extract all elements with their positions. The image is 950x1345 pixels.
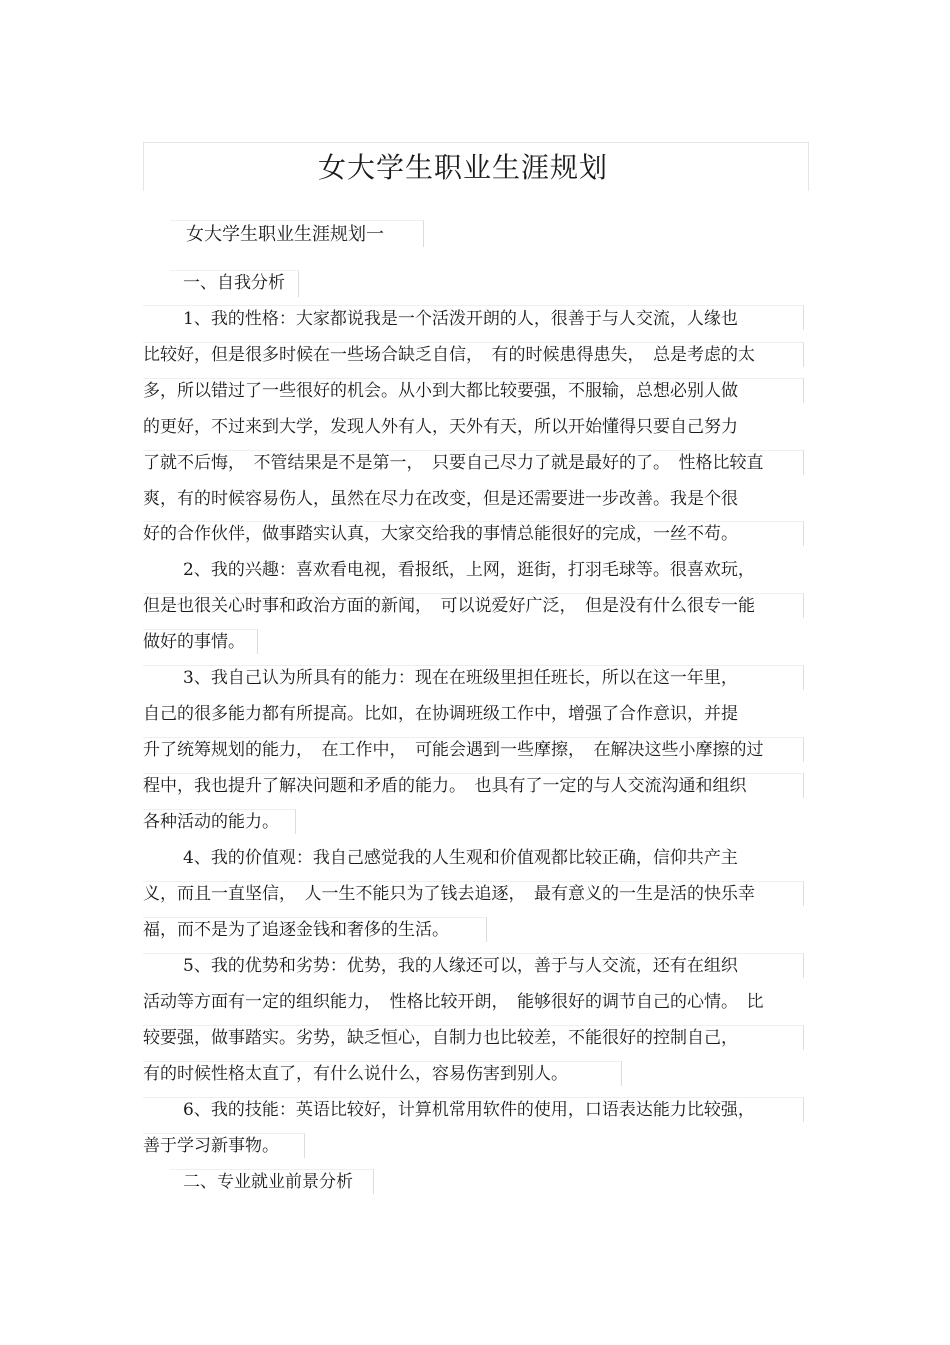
paragraph-line: 5、我的优势和劣势：优势，我的人缘还可以，善于与人交流，还有在组织 xyxy=(183,956,738,976)
line-marker xyxy=(143,1133,305,1158)
paragraph-line: 福，而不是为了追逐金钱和奢侈的生活。 xyxy=(143,920,449,940)
line-marker xyxy=(143,378,804,403)
paragraph-line: 做好的事情。 xyxy=(143,632,245,652)
paragraph-line: 3、我自己认为所具有的能力：现在在班级里担任班长，所以在这一年里， xyxy=(183,668,738,688)
line-marker xyxy=(143,665,804,690)
line-marker xyxy=(143,1061,622,1086)
paragraph-line: 了就不后悔， 不管结果是不是第一， 只要自己尽力了就是最好的了。 性格比较直 xyxy=(143,453,764,473)
document-title: 女大学生职业生涯规划 xyxy=(317,151,608,184)
paragraph-line: 多，所以错过了一些很好的机会。从小到大都比较要强，不服输，总想必别人做 xyxy=(143,381,738,401)
paragraph-line: 义，而且一直坚信， 人一生不能只为了钱去追逐， 最有意义的一生是活的快乐幸 xyxy=(143,884,755,904)
paragraph-line: 善于学习新事物。 xyxy=(143,1136,279,1156)
paragraph-line: 比较好，但是很多时候在一些场合缺乏自信， 有的时候患得患失， 总是考虑的太 xyxy=(143,345,755,365)
line-marker xyxy=(143,809,296,834)
line-marker xyxy=(143,593,804,618)
paragraph-line: 4、我的价值观：我自己感觉我的人生观和价值观都比较正确，信仰共产主 xyxy=(183,848,738,868)
line-marker xyxy=(143,450,804,475)
paragraph-line: 6、我的技能：英语比较好，计算机常用软件的使用，口语表达能力比较强， xyxy=(183,1100,755,1120)
heading-marker xyxy=(170,1169,374,1194)
line-marker xyxy=(143,1097,804,1122)
paragraph-line: 但是也很关心时事和政治方面的新闻， 可以说爱好广泛， 但是没有什么很专一能 xyxy=(143,596,755,616)
paragraph-line: 2、我的兴趣：喜欢看电视，看报纸，上网，逛街，打羽毛球等。很喜欢玩， xyxy=(183,560,755,580)
paragraph-line: 活动等方面有一定的组织能力， 性格比较开朗， 能够很好的调节自己的心情。 比 xyxy=(143,992,764,1012)
line-marker xyxy=(143,305,804,330)
line-marker xyxy=(143,773,804,798)
document-subtitle: 女大学生职业生涯规划一 xyxy=(186,224,384,245)
line-marker xyxy=(143,881,804,906)
subtitle-marker xyxy=(170,220,424,247)
line-marker xyxy=(143,917,487,942)
paragraph-line: 有的时候性格太直了，有什么说什么，容易伤害到别人。 xyxy=(143,1064,568,1084)
line-marker xyxy=(143,953,804,978)
line-marker xyxy=(143,629,258,654)
paragraph-line: 较要强，做事踏实。劣势，缺乏恒心，自制力也比较差，不能很好的控制自己， xyxy=(143,1028,738,1048)
paragraph-line: 好的合作伙伴，做事踏实认真，大家交给我的事情总能很好的完成，一丝不苟。 xyxy=(143,524,738,544)
paragraph-line: 的更好，不过来到大学，发现人外有人，天外有天，所以开始懂得只要自己努力 xyxy=(143,417,738,437)
section-heading-self-analysis: 一、自我分析 xyxy=(183,273,285,293)
line-marker xyxy=(143,737,804,762)
line-marker xyxy=(143,521,804,546)
line-marker xyxy=(143,1025,804,1050)
paragraph-line: 升了统筹规划的能力， 在工作中， 可能会遇到一些摩擦， 在解决这些小摩擦的过 xyxy=(143,740,764,760)
paragraph-line: 爽，有的时候容易伤人，虽然在尽力在改变，但是还需要进一步改善。我是个很 xyxy=(143,489,738,509)
paragraph-line: 1、我的性格：大家都说我是一个活泼开朗的人，很善于与人交流，人缘也 xyxy=(183,309,738,329)
paragraph-line: 各种活动的能力。 xyxy=(143,812,279,832)
section-heading-career-outlook: 二、专业就业前景分析 xyxy=(183,1172,353,1192)
paragraph-line: 程中，我也提升了解决问题和矛盾的能力。 也具有了一定的与人交流沟通和组织 xyxy=(143,776,747,796)
paragraph-line: 自己的很多能力都有所提高。比如，在协调班级工作中，增强了合作意识，并提 xyxy=(143,704,738,724)
line-marker xyxy=(143,342,804,367)
heading-marker xyxy=(170,270,299,297)
